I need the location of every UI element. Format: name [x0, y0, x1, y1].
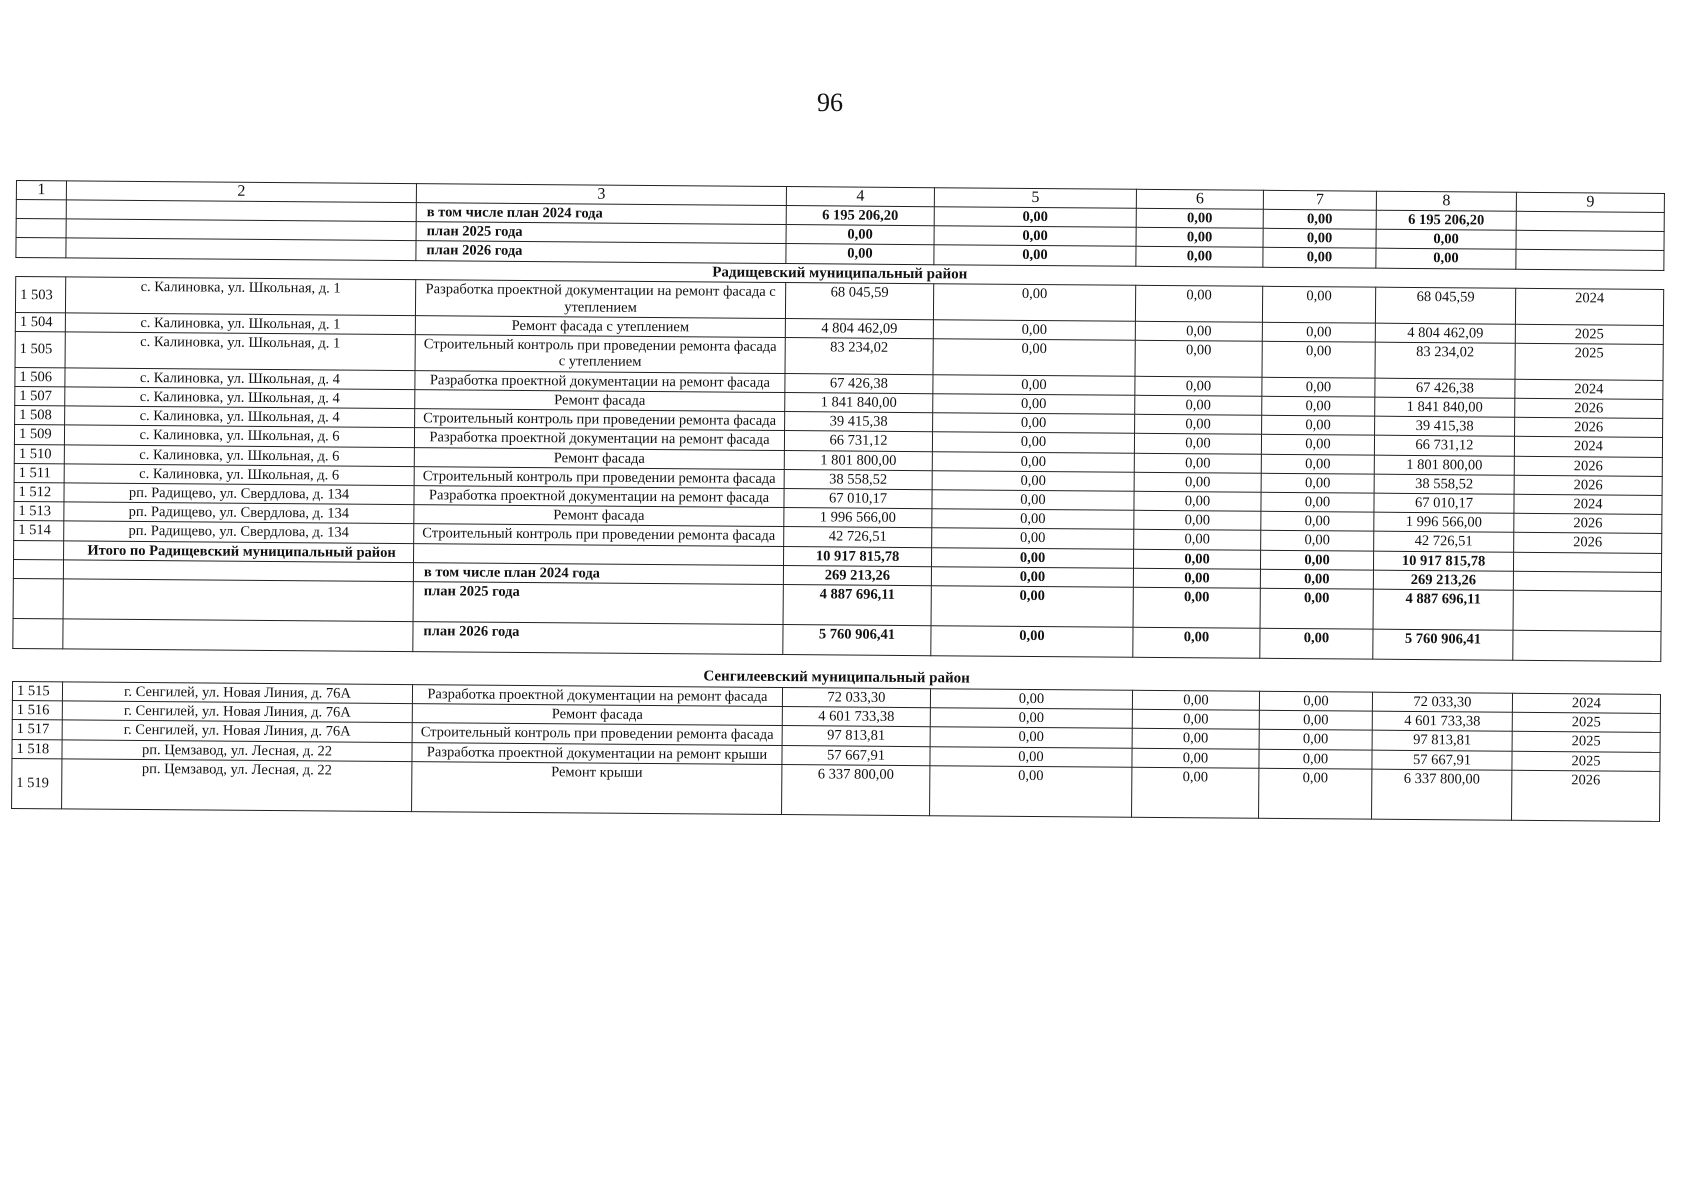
work-type-cell: Ремонт фасада: [415, 389, 785, 411]
amount-cell: 42 726,51: [784, 527, 932, 547]
amount-cell: 39 415,38: [1375, 416, 1515, 436]
amount-cell: 1 996 566,00: [1374, 512, 1514, 532]
amount-cell: 269 213,26: [783, 565, 931, 585]
amount-cell: 0,00: [1136, 227, 1263, 247]
amount-cell: 0,00: [1134, 453, 1261, 473]
column-header: 1: [16, 181, 66, 200]
work-type-cell: Разработка проектной документации на ремонт фасада: [415, 370, 785, 392]
amount-cell: 1 841 840,00: [785, 392, 933, 412]
column-header: 8: [1376, 191, 1516, 211]
amount-cell: 0,00: [931, 567, 1133, 588]
work-type-cell: Ремонт фасада: [414, 505, 784, 527]
address-cell: г. Сенгилей, ул. Новая Линия, д. 76А: [62, 720, 412, 742]
year-cell: 2024: [1512, 693, 1660, 713]
amount-cell: 0,00: [1376, 229, 1516, 249]
row-number: 1 512: [14, 482, 64, 502]
amount-cell: 0,00: [1263, 209, 1376, 229]
amount-cell: 57 667,91: [1372, 750, 1512, 770]
amount-cell: 97 813,81: [1372, 731, 1512, 751]
amount-cell: 0,00: [1260, 569, 1373, 589]
amount-cell: 0,00: [1259, 749, 1372, 769]
row-number: 1 503: [15, 277, 65, 313]
row-number: 1 509: [14, 425, 64, 445]
address-cell: г. Сенгилей, ул. Новая Линия, д. 76А: [62, 682, 412, 704]
amount-cell: 0,00: [1260, 550, 1373, 570]
amount-cell: 0,00: [933, 374, 1135, 395]
year-cell: 2026: [1515, 417, 1663, 437]
amount-cell: 0,00: [1135, 395, 1262, 415]
address-cell: рп. Радищево, ул. Свердлова, д. 134: [64, 521, 414, 543]
column-header: 6: [1136, 189, 1263, 209]
amount-cell: 0,00: [932, 432, 1134, 453]
year-cell: 2024: [1514, 494, 1662, 514]
amount-cell: 0,00: [932, 490, 1134, 511]
district-title: Сенгилеевский муниципальный район: [13, 649, 1661, 695]
work-type-cell: Ремонт фасада: [412, 704, 782, 726]
amount-cell: 0,00: [1135, 286, 1262, 322]
amount-cell: 0,00: [1262, 287, 1375, 323]
amount-cell: 6 195 206,20: [1376, 210, 1516, 230]
amount-cell: 0,00: [933, 413, 1135, 434]
amount-cell: 0,00: [931, 586, 1133, 628]
amount-cell: 0,00: [1132, 729, 1259, 749]
amount-cell: 0,00: [1259, 730, 1372, 750]
amount-cell: 10 917 815,78: [783, 546, 931, 566]
amount-cell: 0,00: [931, 626, 1133, 658]
row-number: 1 508: [15, 406, 65, 426]
amount-cell: 0,00: [1134, 530, 1261, 550]
amount-cell: 0,00: [1133, 627, 1260, 658]
address-cell: с. Калиновка, ул. Школьная, д. 4: [65, 387, 415, 409]
year-cell: 2025: [1515, 343, 1663, 380]
work-type-cell: Ремонт крыши: [412, 762, 782, 815]
amount-cell: 0,00: [1135, 376, 1262, 396]
row-number: 1 506: [15, 367, 65, 387]
amount-cell: 68 045,59: [1375, 288, 1515, 325]
amount-cell: 4 601 733,38: [1372, 711, 1512, 731]
amount-cell: 10 917 815,78: [1373, 551, 1513, 571]
address-cell: с. Калиновка, ул. Школьная, д. 1: [65, 313, 415, 335]
work-type-cell: Разработка проектной документации на ремонт фасада: [414, 486, 784, 508]
amount-cell: 0,00: [1261, 531, 1374, 551]
amount-cell: 0,00: [1261, 512, 1374, 532]
amount-cell: 0,00: [932, 451, 1134, 472]
amount-cell: 0,00: [1260, 628, 1373, 659]
amount-cell: 0,00: [1262, 396, 1375, 416]
amount-cell: 6 195 206,20: [786, 205, 934, 225]
amount-cell: 66 731,12: [784, 431, 932, 451]
amount-cell: 42 726,51: [1374, 532, 1514, 552]
amount-cell: 0,00: [930, 727, 1132, 748]
work-type-cell: Строительный контроль при проведении ремонта фасада с утеплением: [415, 335, 785, 373]
year-cell: 2024: [1515, 379, 1663, 399]
address-cell: с. Калиновка, ул. Школьная, д. 6: [64, 444, 414, 466]
work-type-cell: Строительный контроль при проведении ремонта фасада: [415, 409, 785, 431]
row-number: 1 505: [15, 332, 65, 368]
summary-label: план 2026 года: [416, 241, 786, 263]
amount-cell: 0,00: [1136, 247, 1263, 267]
amount-cell: 72 033,30: [1372, 692, 1512, 712]
amount-cell: 67 010,17: [1374, 493, 1514, 513]
amount-cell: 0,00: [1134, 511, 1261, 531]
amount-cell: 97 813,81: [782, 726, 930, 746]
amount-cell: 0,00: [1132, 748, 1259, 768]
row-number: 1 510: [14, 444, 64, 464]
amount-cell: 0,00: [930, 689, 1132, 710]
year-cell: 2026: [1514, 533, 1662, 553]
page-number: 96: [817, 88, 843, 117]
row-number: 1 516: [12, 701, 62, 721]
amount-cell: 0,00: [1259, 768, 1372, 819]
amount-cell: 67 010,17: [784, 489, 932, 509]
plan-label: в том числе план 2024 года: [413, 563, 783, 585]
amount-cell: 0,00: [1263, 228, 1376, 248]
amount-cell: 0,00: [1133, 568, 1260, 588]
amount-cell: 0,00: [1262, 322, 1375, 342]
amount-cell: 0,00: [931, 547, 1133, 568]
work-type-cell: Строительный контроль при проведении ремонта фасада: [414, 524, 784, 546]
year-cell: 2025: [1515, 324, 1663, 344]
year-cell: 2025: [1512, 751, 1660, 771]
row-number: 1 518: [12, 739, 62, 759]
amount-cell: 0,00: [1261, 435, 1374, 455]
address-cell: рп. Цемзавод, ул. Лесная, д. 22: [62, 759, 412, 812]
year-cell: 2024: [1514, 437, 1662, 457]
address-cell: г. Сенгилей, ул. Новая Линия, д. 76А: [62, 701, 412, 723]
amount-cell: 67 426,38: [1375, 378, 1515, 398]
amount-cell: 6 337 800,00: [1372, 769, 1512, 820]
address-cell: с. Калиновка, ул. Школьная, д. 1: [65, 277, 415, 315]
amount-cell: 0,00: [1261, 454, 1374, 474]
amount-cell: 0,00: [1261, 473, 1374, 493]
amount-cell: 0,00: [1135, 321, 1262, 341]
amount-cell: 1 801 800,00: [1374, 455, 1514, 475]
column-header: 9: [1516, 192, 1664, 212]
amount-cell: 38 558,52: [1374, 474, 1514, 494]
amount-cell: 4 804 462,09: [1375, 323, 1515, 343]
address-cell: с. Калиновка, ул. Школьная, д. 6: [64, 425, 414, 447]
address-cell: рп. Радищево, ул. Свердлова, д. 134: [64, 483, 414, 505]
amount-cell: 0,00: [1132, 767, 1259, 818]
amount-cell: 4 601 733,38: [782, 707, 930, 727]
amount-cell: 1 841 840,00: [1375, 397, 1515, 417]
amount-cell: 83 234,02: [785, 338, 933, 375]
address-cell: рп. Радищево, ул. Свердлова, д. 134: [64, 502, 414, 524]
address-cell: с. Калиновка, ул. Школьная, д. 1: [65, 332, 415, 370]
amount-cell: 0,00: [933, 284, 1135, 321]
district-total-label: Итого по Радищевский муниципальный район: [64, 541, 414, 563]
amount-cell: 0,00: [1134, 491, 1261, 511]
year-cell: 2026: [1515, 398, 1663, 418]
amount-cell: 0,00: [934, 207, 1136, 228]
amount-cell: 72 033,30: [782, 687, 930, 707]
plan-label: план 2025 года: [413, 582, 783, 625]
amount-cell: 0,00: [930, 746, 1132, 767]
amount-cell: 68 045,59: [785, 283, 933, 320]
amount-cell: 0,00: [1259, 710, 1372, 730]
year-cell: 2026: [1512, 770, 1660, 821]
address-cell: с. Калиновка, ул. Школьная, д. 4: [65, 367, 415, 389]
year-cell: 2026: [1514, 456, 1662, 476]
amount-cell: 0,00: [1263, 248, 1376, 268]
amount-cell: 0,00: [930, 766, 1132, 818]
amount-cell: 0,00: [932, 509, 1134, 530]
summary-label: план 2025 года: [416, 222, 786, 244]
amount-cell: 0,00: [1262, 341, 1375, 377]
amount-cell: 83 234,02: [1375, 342, 1515, 379]
amount-cell: 0,00: [930, 708, 1132, 729]
summary-label: в том числе план 2024 года: [416, 203, 786, 225]
amount-cell: 0,00: [1135, 414, 1262, 434]
work-type-cell: Разработка проектной документации на ремонт фасада: [412, 685, 782, 707]
work-type-cell: Строительный контроль при проведении ремонта фасада: [414, 466, 784, 488]
column-header: 5: [934, 188, 1136, 208]
amount-cell: 0,00: [1132, 690, 1259, 710]
amount-cell: 0,00: [1262, 415, 1375, 435]
district-title: Радищевский муниципальный район: [16, 257, 1664, 290]
row-number: 1 515: [12, 681, 62, 701]
amount-cell: 0,00: [786, 244, 934, 264]
amount-cell: 0,00: [933, 339, 1135, 376]
amount-cell: 39 415,38: [785, 412, 933, 432]
amount-cell: 0,00: [1134, 434, 1261, 454]
address-cell: рп. Цемзавод, ул. Лесная, д. 22: [62, 740, 412, 762]
amount-cell: 0,00: [1133, 587, 1260, 628]
amount-cell: 269 213,26: [1373, 570, 1513, 590]
amount-cell: 0,00: [933, 394, 1135, 415]
plan-label: план 2026 года: [413, 622, 783, 655]
column-header: 3: [416, 184, 786, 206]
amount-cell: 0,00: [932, 528, 1134, 549]
amount-cell: 0,00: [1136, 208, 1263, 228]
amount-cell: 0,00: [1376, 249, 1516, 269]
row-number: 1 517: [12, 720, 62, 740]
work-type-cell: Ремонт фасада с утеплением: [415, 316, 785, 338]
address-cell: с. Калиновка, ул. Школьная, д. 4: [65, 406, 415, 428]
column-header: 4: [786, 187, 934, 207]
amount-cell: 0,00: [1134, 472, 1261, 492]
amount-cell: 0,00: [933, 320, 1135, 341]
row-number: 1 511: [14, 463, 64, 483]
amount-cell: 0,00: [934, 226, 1136, 247]
amount-cell: 1 996 566,00: [784, 508, 932, 528]
amount-cell: 1 801 800,00: [784, 450, 932, 470]
row-number: 1 507: [15, 386, 65, 406]
amount-cell: 4 887 696,11: [783, 585, 931, 626]
amount-cell: 0,00: [1260, 588, 1373, 629]
amount-cell: 6 337 800,00: [782, 764, 930, 815]
amount-cell: 5 760 906,41: [1373, 629, 1513, 660]
work-type-cell: Строительный контроль при проведении ремонта фасада: [412, 723, 782, 745]
amount-cell: 0,00: [1259, 691, 1372, 711]
amount-cell: 0,00: [1261, 492, 1374, 512]
work-type-cell: Разработка проектной документации на ремонт крыши: [412, 742, 782, 764]
year-cell: 2024: [1515, 289, 1663, 326]
address-cell: с. Калиновка, ул. Школьная, д. 6: [64, 464, 414, 486]
amount-cell: 0,00: [932, 470, 1134, 491]
amount-cell: 66 731,12: [1374, 435, 1514, 455]
amount-cell: 4 804 462,09: [785, 318, 933, 338]
year-cell: 2025: [1512, 712, 1660, 732]
amount-cell: 0,00: [1132, 709, 1259, 729]
work-type-cell: Ремонт фасада: [414, 447, 784, 469]
column-header: 7: [1263, 190, 1376, 210]
year-cell: 2026: [1514, 475, 1662, 495]
year-cell: 2025: [1512, 732, 1660, 752]
amount-cell: 0,00: [1262, 377, 1375, 397]
amount-cell: 0,00: [786, 225, 934, 245]
row-number: 1 513: [14, 502, 64, 522]
column-header: 2: [66, 181, 416, 203]
amount-cell: 4 887 696,11: [1373, 589, 1513, 630]
work-type-cell: Разработка проектной документации на ремонт фасада: [414, 428, 784, 450]
amount-cell: 5 760 906,41: [783, 625, 931, 656]
work-type-cell: Разработка проектной документации на ремонт фасада с утеплением: [415, 280, 785, 318]
row-number: 1 504: [15, 312, 65, 332]
amount-cell: 38 558,52: [784, 469, 932, 489]
row-number: 1 519: [12, 758, 62, 808]
amount-cell: 0,00: [1135, 340, 1262, 376]
amount-cell: 0,00: [1133, 549, 1260, 569]
amount-cell: 67 426,38: [785, 373, 933, 393]
repair-plan-table: [11, 180, 1665, 822]
amount-cell: 57 667,91: [782, 745, 930, 765]
amount-cell: 0,00: [934, 245, 1136, 266]
year-cell: 2026: [1514, 513, 1662, 533]
row-number: 1 514: [14, 521, 64, 541]
